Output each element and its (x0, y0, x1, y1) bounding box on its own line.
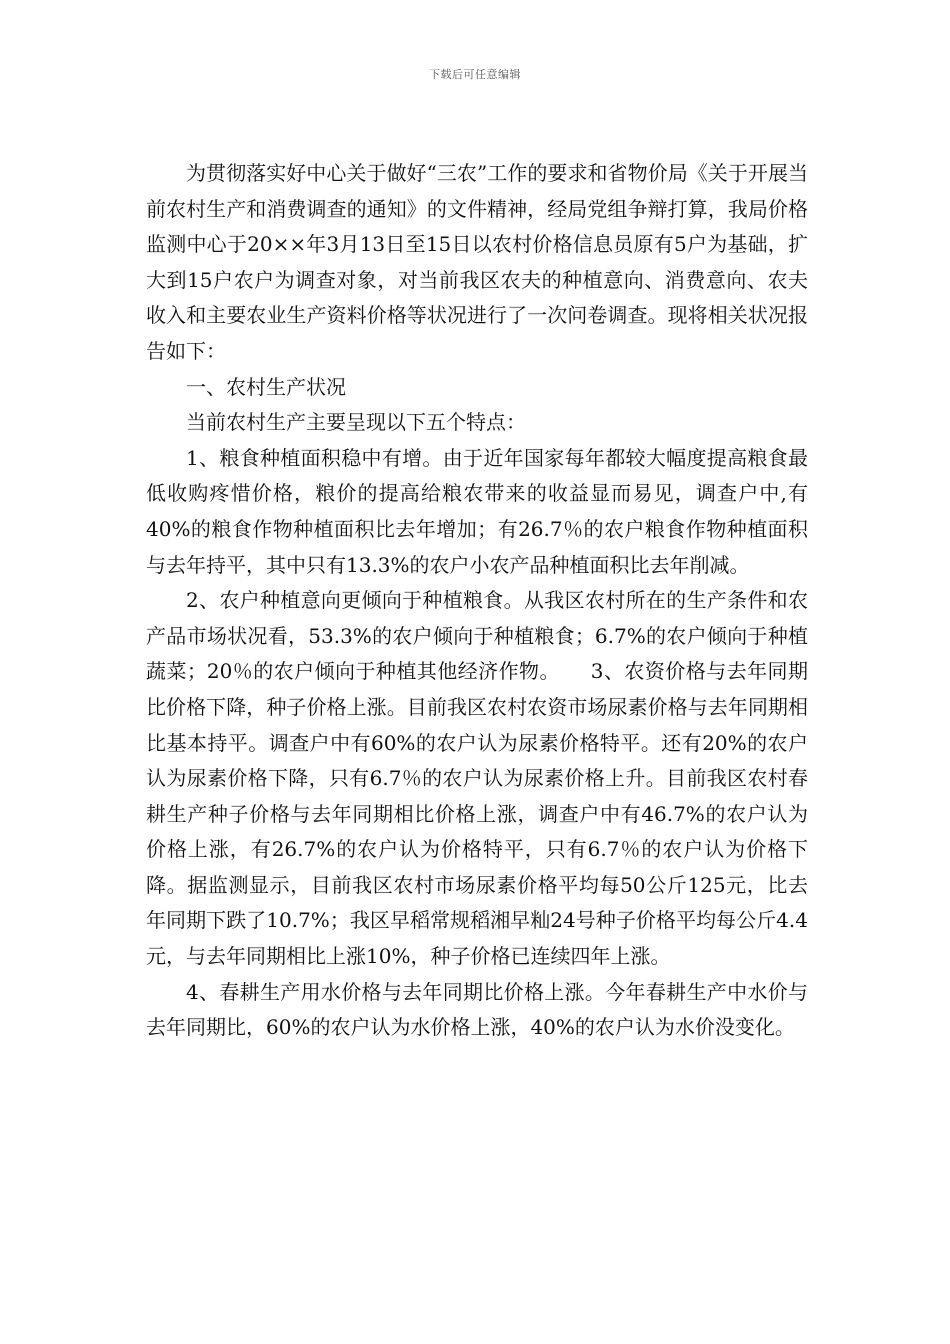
point-4-paragraph: 4、春耕生产用水价格与去年同期比价格上涨。今年春耕生产中水价与去年同期比，60%的农户认为水价格上涨，40%的农户认为水价没变化。 (146, 979, 808, 1040)
point-2-3-paragraph: 2、农户种植意向更倾向于种植粮食。从我区农村所在的生产条件和农产品市场状况看，53.3%的农户倾向于种植粮食；6.7%的农户倾向于种植蔬菜；20％的农户倾向于种植其他经济作物。 3、农资价格与去年同期比价格下降，种子价格上涨。目前我区农村农资市场尿素价格与去年同期相比基本持平。调查户中有60%的农户认为尿素价格特平。还有20%的农户认为尿素价格下降，只有6.7％的农户认为尿素价格上升。目前我区农村春耕生产种子价格与去年同期相比价格上涨，调查户中有46.7%的农户认为价格上涨，有26.7%的农户认为价格特平，只有6.7％的农户认为价格下降。据监测显示，目前我区农村市场尿素价格平均每50公斤125元，比去年同期下跌了10.7%；我区早稻常规稻湘早籼24号种子价格平均每公斤4.4元，与去年同期相比上涨10%，种子价格已连续四年上涨。 (146, 588, 808, 969)
section-intro-paragraph: 当前农村生产主要呈现以下五个特点： (186, 410, 526, 435)
page-header: 下载后可任意编辑 (429, 68, 521, 81)
section-heading: 一、农村生产状况 (186, 374, 346, 399)
document-body (146, 156, 808, 1046)
intro-paragraph: 为贯彻落实好中心关于做好“三农”工作的要求和省物价局《关于开展当前农村生产和消费调查的通知》的文件精神，经局党组争辩打算，我局价格监测中心于20××年3月13日至15日以农村价格信息员原有5户为基础，扩大到15户农户为调查对象，对当前我区农夫的种植意向、消费意向、农夫收入和主要农业生产资料价格等状况进行了一次问卷调查。现将相关状况报告如下： (146, 161, 808, 363)
point-1-paragraph: 1、粮食种植面积稳中有增。由于近年国家每年都较大幅度提高粮食最低收购疼惜价格，粮价的提高给粮农带来的收益显而易见，调查户中,有40%的粮食作物种植面积比去年增加；有26.7％的农户粮食作物种植面积与去年持平，其中只有13.3%的农户小农产品种植面积比去年削减。 (146, 445, 808, 577)
